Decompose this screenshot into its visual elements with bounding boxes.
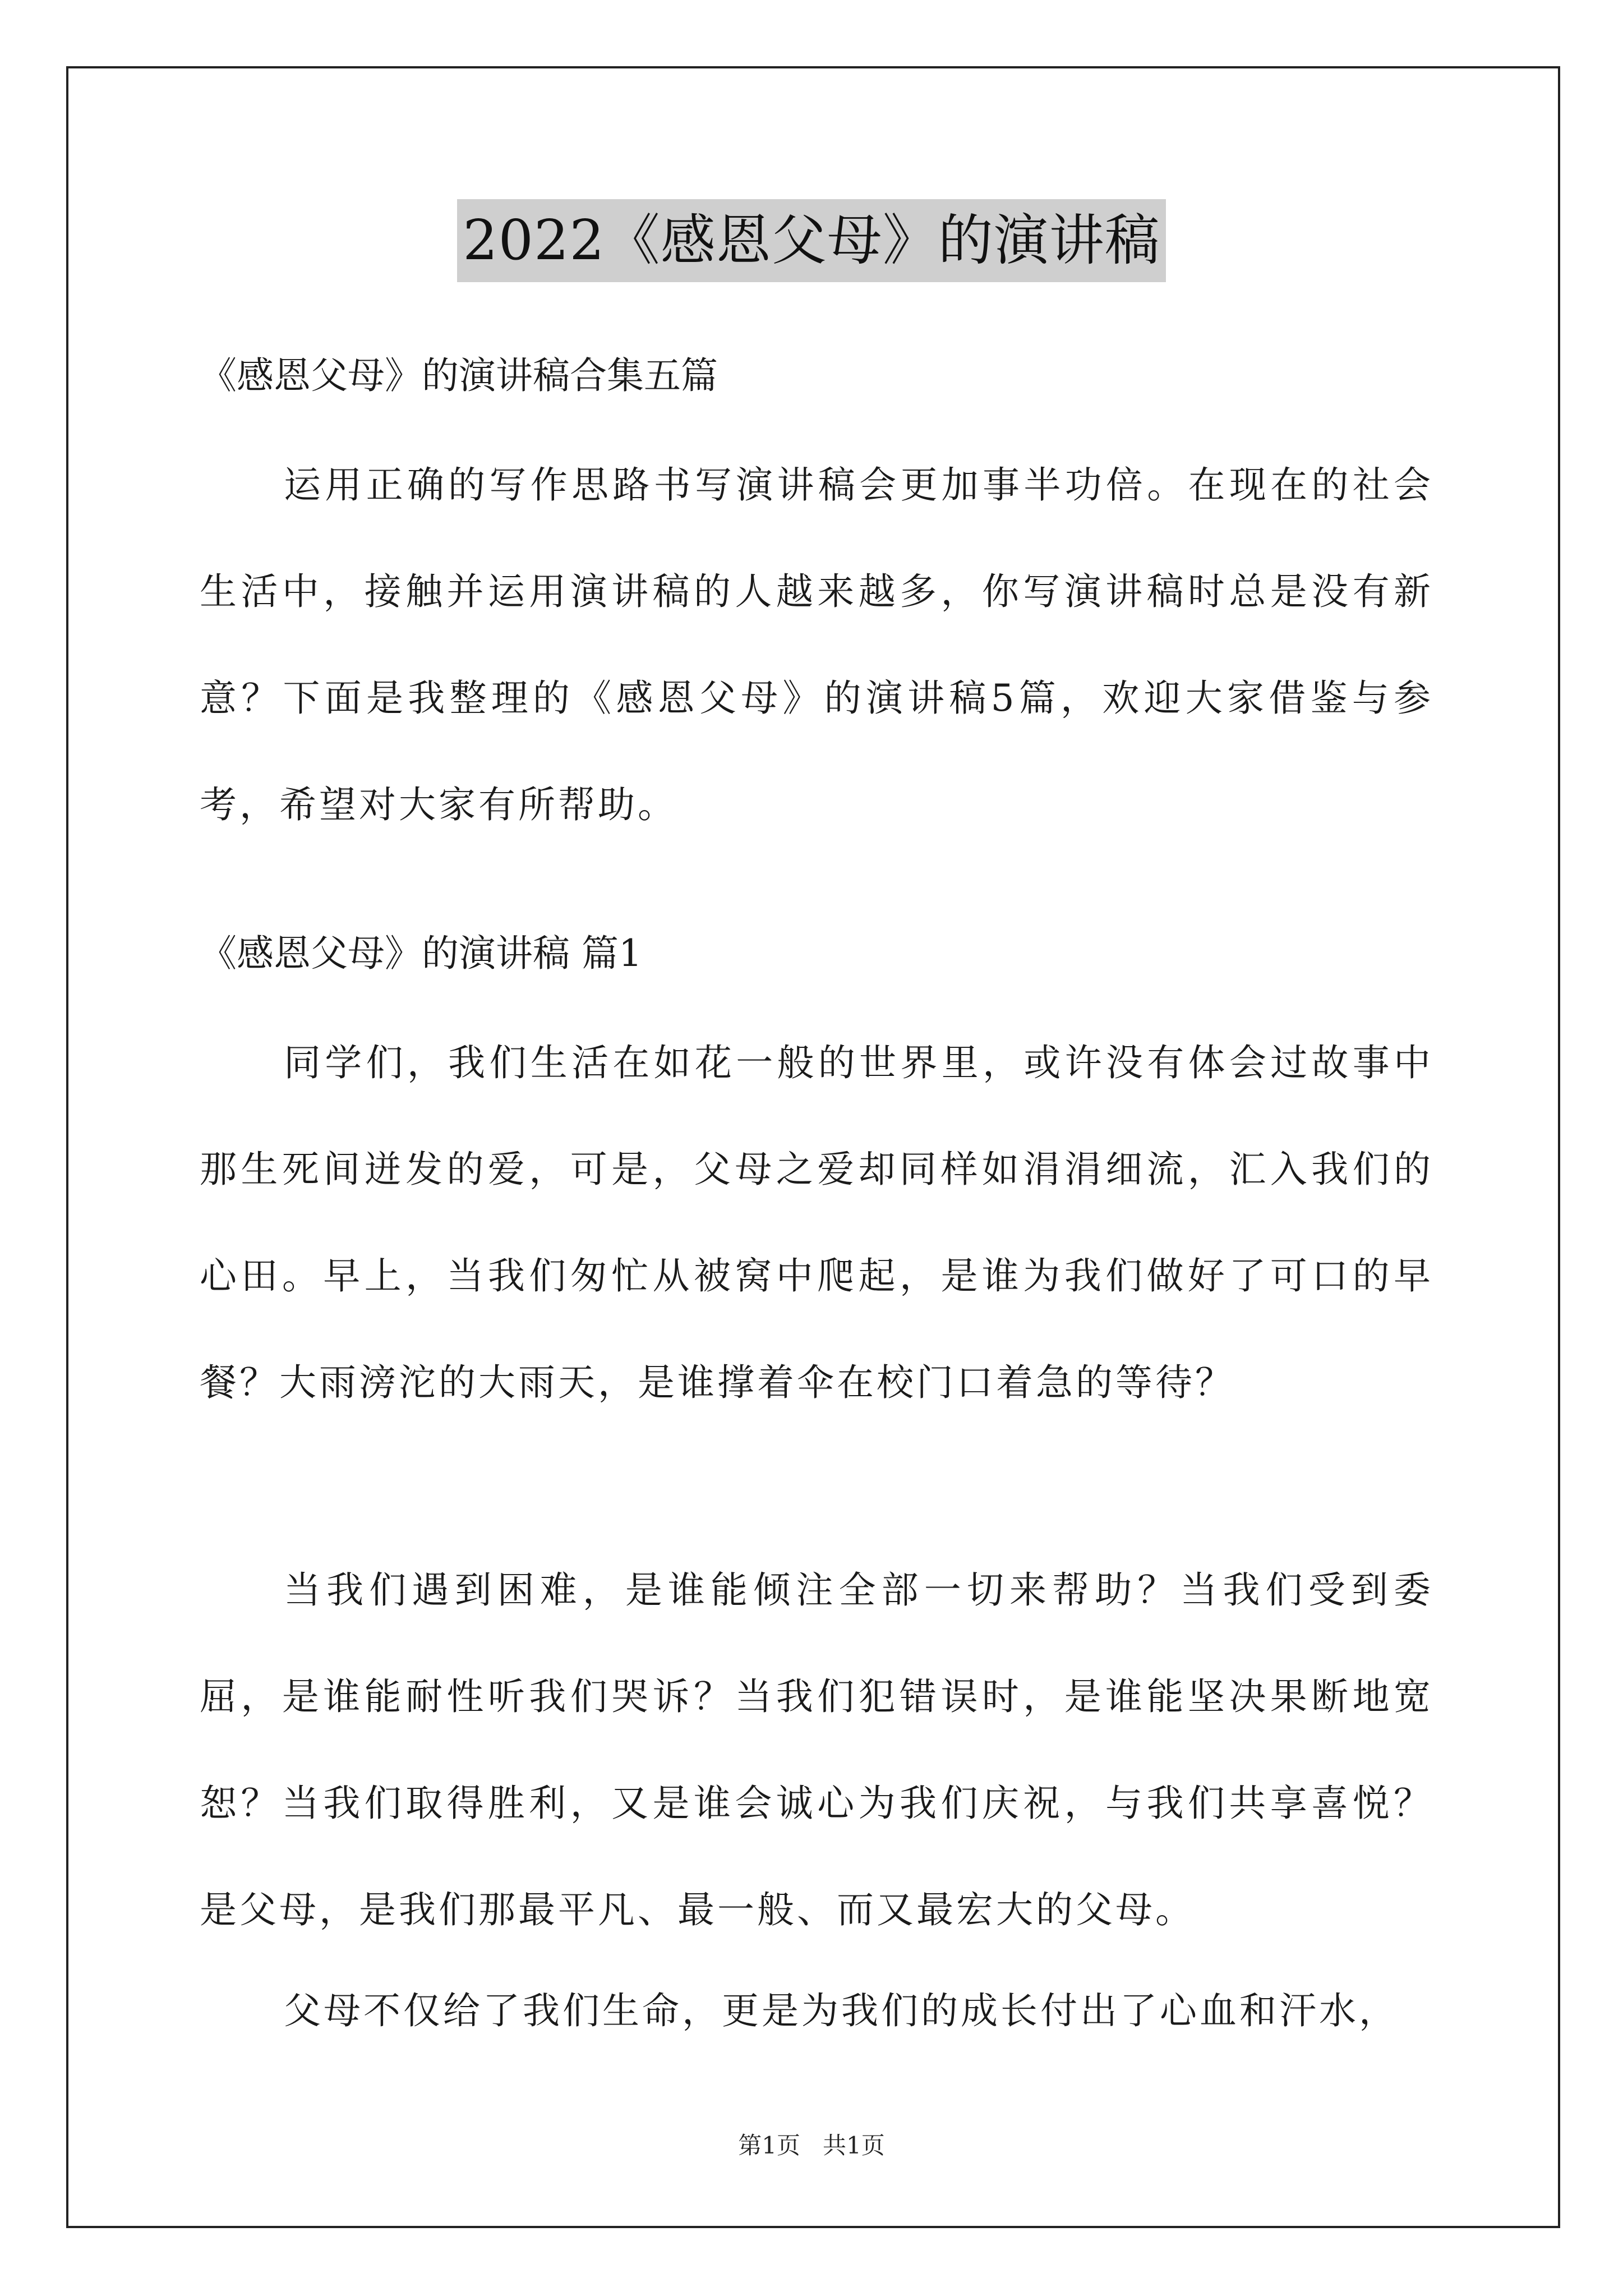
- intro-paragraph: 运用正确的写作思路书写演讲稿会更加事半功倍。在现在的社会生活中，接触并运用演讲稿的人越来越多，你写演讲稿时总是没有新意？下面是我整理的《感恩父母》的演讲稿5篇，欢迎大家借鉴与参考，希望对大家有所帮助。: [200, 463, 1433, 826]
- page-footer: [0, 2129, 1623, 2162]
- title-container: [0, 199, 1623, 282]
- body-paragraph-1: 同学们，我们生活在如花一般的世界里，或许没有体会过故事中那生死间迸发的爱，可是，父母之爱却同样如涓涓细流，汇入我们的心田。早上，当我们匆忙从被窝中爬起，是谁为我们做好了可口的早餐？大雨滂沱的大雨天，是谁撑着伞在校门口着急的等待？: [200, 1041, 1433, 1404]
- document-subtitle: 《感恩父母》的演讲稿合集五篇: [200, 354, 718, 397]
- body-paragraph-2: 当我们遇到困难，是谁能倾注全部一切来帮助？当我们受到委屈，是谁能耐性听我们哭诉？当我们犯错误时，是谁能坚决果断地宽恕？当我们取得胜利，又是谁会诚心为我们庆祝，与我们共享喜悦？是父母，是我们那最平凡、最一般、而又最宏大的父母。: [200, 1568, 1433, 1931]
- page-number-text: 第1页 共1页: [738, 2132, 885, 2159]
- section-heading: 《感恩父母》的演讲稿 篇1: [200, 932, 642, 975]
- body-paragraph-3: 父母不仅给了我们生命，更是为我们的成长付出了心血和汗水，: [284, 1989, 1399, 2032]
- document-title: 2022《感恩父母》的演讲稿: [457, 199, 1165, 282]
